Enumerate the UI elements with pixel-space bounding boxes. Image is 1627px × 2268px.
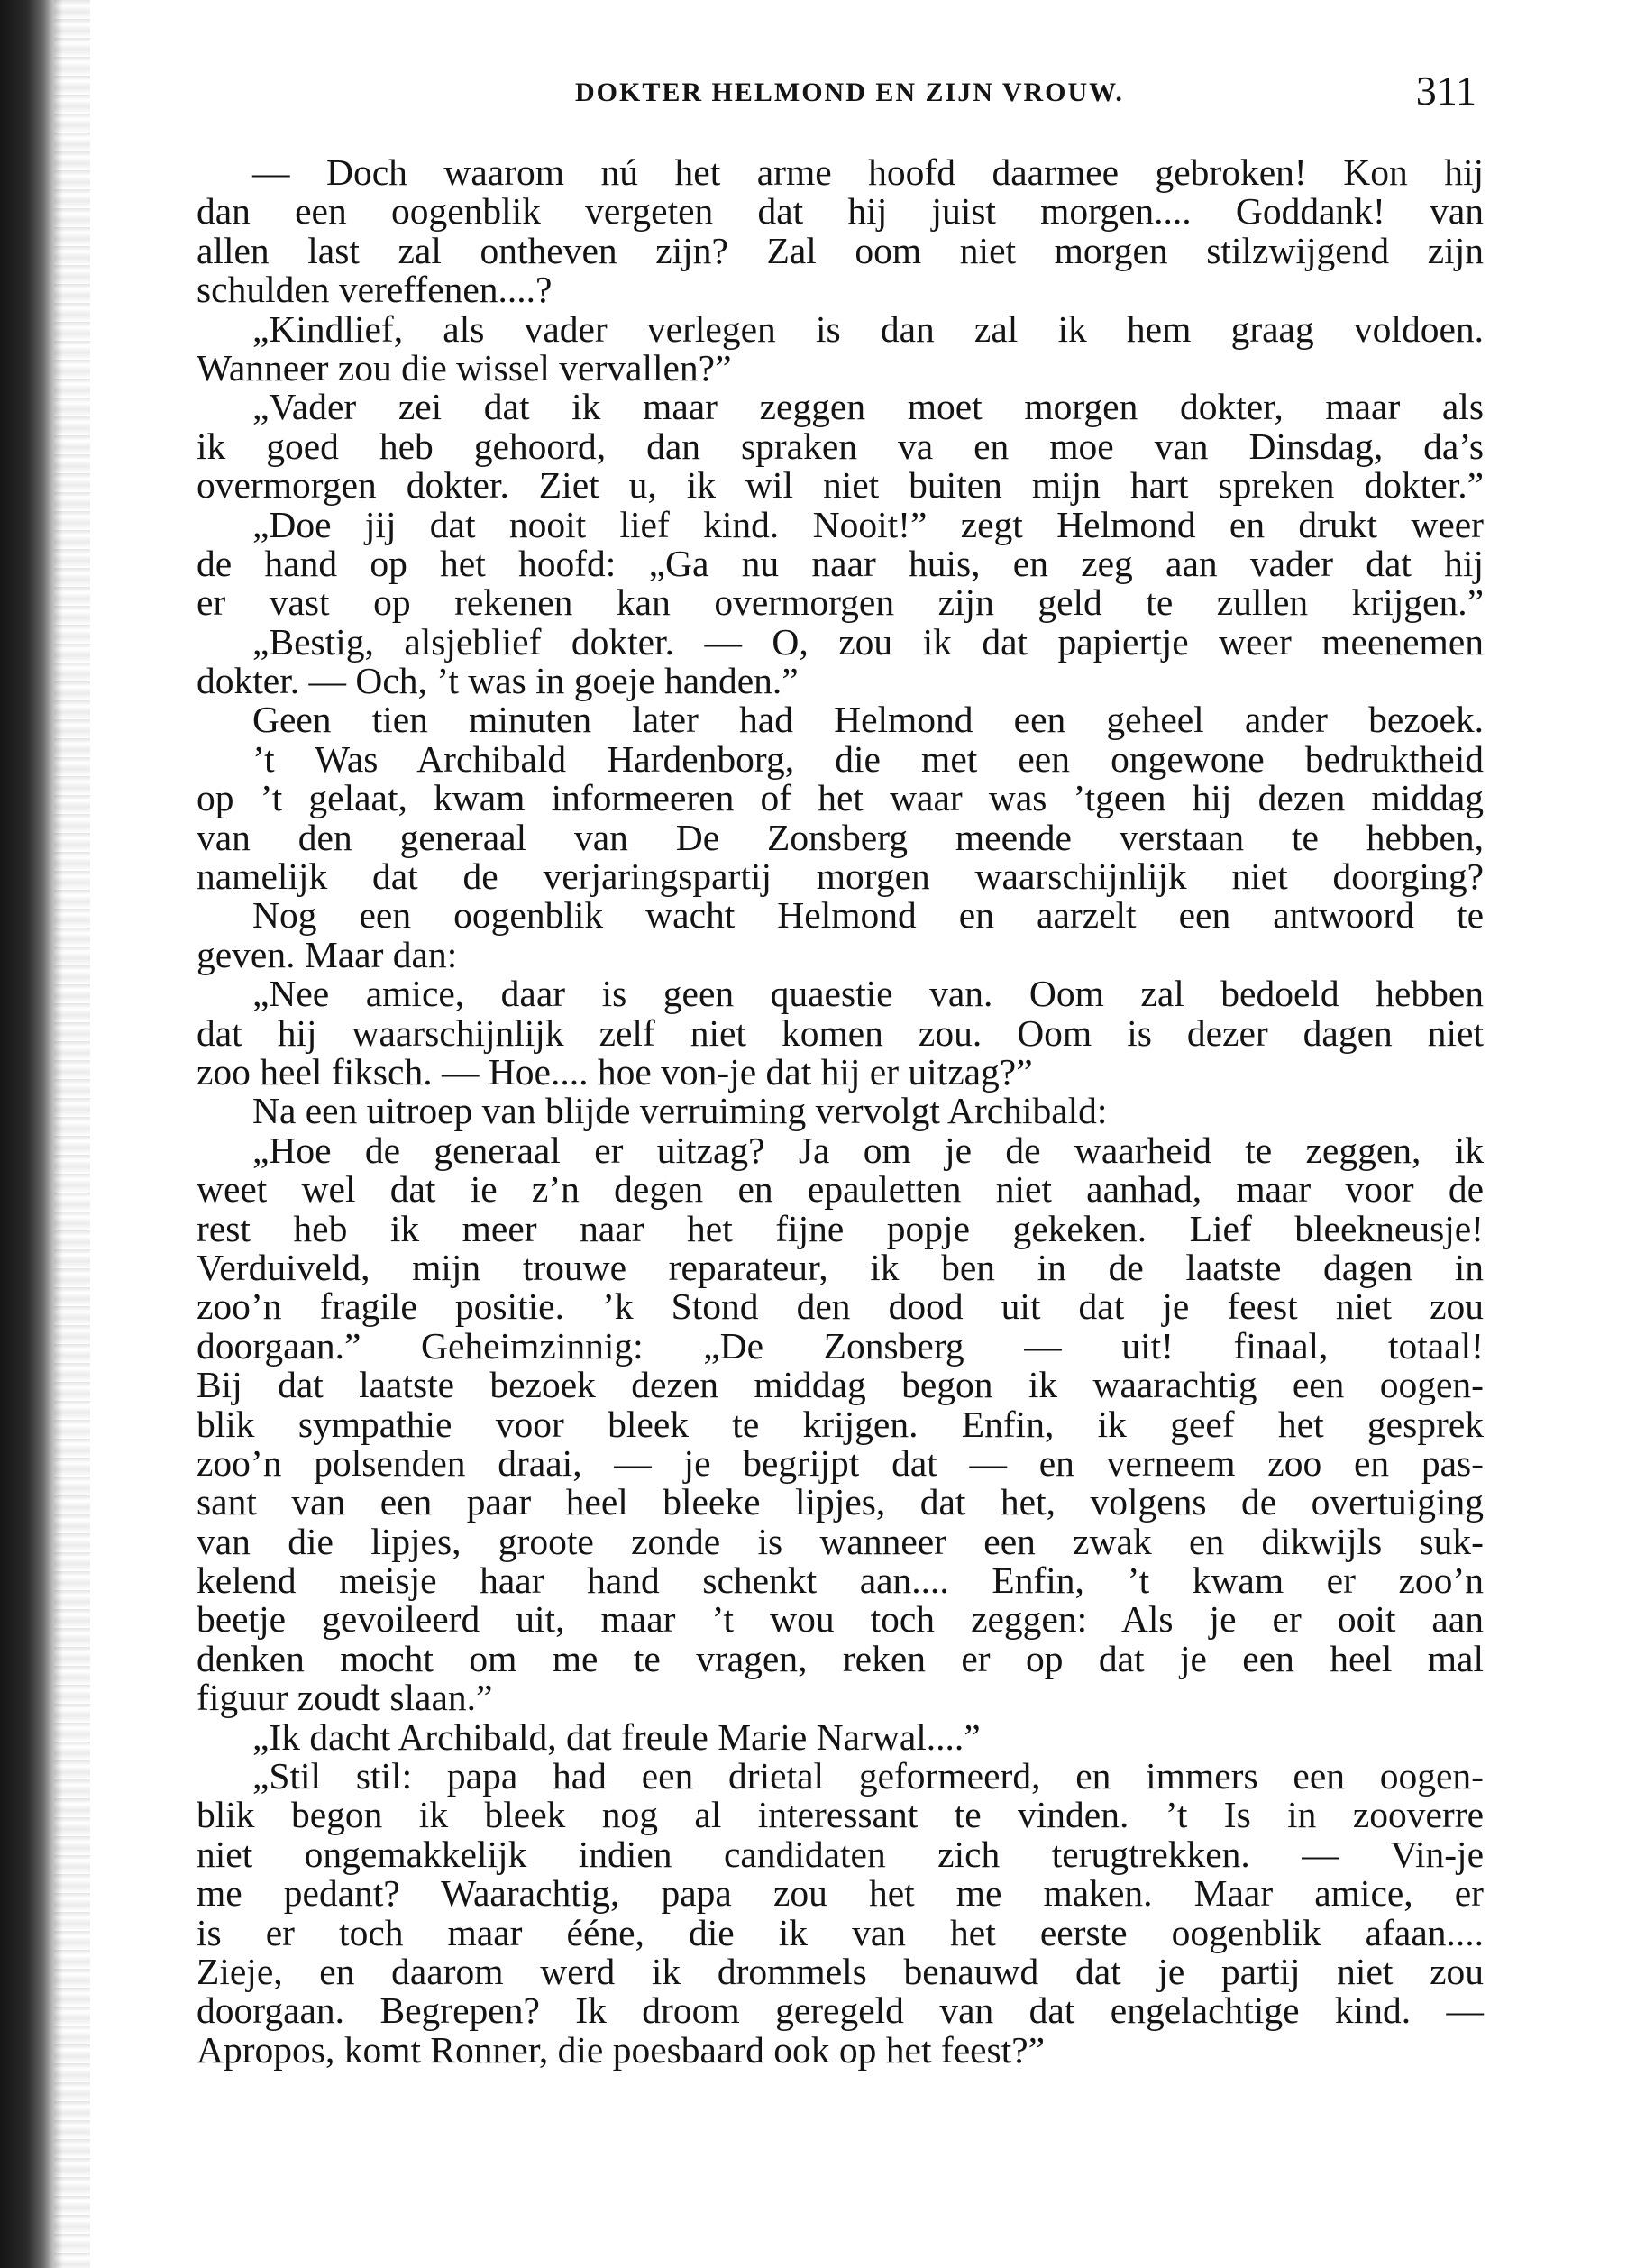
text-line: niet ongemakkelijk indien candidaten zich terugtrekken. — Vin-je	[197, 1833, 1484, 1875]
text-line: Nog een oogenblik wacht Helmond en aarzelt een antwoord te	[252, 894, 1484, 937]
text-line: ’t Was Archibald Hardenborg, die met een ongewone bedruktheid	[252, 737, 1484, 780]
text-line: overmorgen dokter. Ziet u, ik wil niet buiten mijn hart spreken dokter.”	[197, 464, 1484, 507]
running-header	[197, 65, 1476, 119]
text-line: is er toch maar ééne, die ik van het eerste oogenblik afaan....	[197, 1911, 1484, 1953]
text-line: namelijk dat de verjaringspartij morgen waarschijnlijk niet doorging?	[197, 855, 1484, 898]
text-line: „Hoe de generaal er uitzag? Ja om je de waarheid te zeggen, ik	[252, 1129, 1484, 1171]
binding-speckle	[54, 0, 90, 2268]
text-line: „Ik dacht Archibald, dat freule Marie Narwal....”	[252, 1715, 981, 1758]
text-line: Zieje, en daarom werd ik drommels benauwd dat je partij niet zou	[197, 1950, 1484, 1992]
text-line: ik goed heb gehoord, dan spraken va en moe van Dinsdag, da’s	[197, 425, 1484, 467]
text-line: Geen tien minuten later had Helmond een geheel ander bezoek.	[252, 699, 1484, 741]
text-line: schulden vereffenen....?	[197, 269, 553, 311]
text-line: doorgaan.” Geheimzinnig: „De Zonsberg — uit! finaal, totaal!	[197, 1324, 1484, 1367]
page-number: 311	[1415, 68, 1476, 114]
text-line: rest heb ik meer naar het fijne popje gekeken. Lief bleekneusje!	[197, 1207, 1484, 1249]
text-line: weet wel dat ie z’n degen en epauletten niet aanhad, maar voor de	[197, 1168, 1484, 1211]
text-line: „Stil stil: papa had een drietal geformeerd, en immers een oogen-	[252, 1755, 1484, 1797]
text-line: „Kindlief, als vader verlegen is dan zal ik hem graag voldoen.	[252, 307, 1484, 350]
text-line: op ’t gelaat, kwam informeeren of het waar was ’tgeen hij dezen middag	[197, 777, 1484, 819]
text-line: zoo’n polsenden draai, — je begrijpt dat — en verneem zoo en pas-	[197, 1441, 1484, 1484]
text-line: „Nee amice, daar is geen quaestie van. Oom zal bedoeld hebben	[252, 973, 1484, 1015]
text-line: van den generaal van De Zonsberg meende verstaan te hebben,	[197, 816, 1484, 858]
text-line: dan een oogenblik vergeten dat hij juist morgen.... Goddank! van	[197, 190, 1484, 233]
text-line: kelend meisje haar hand schenkt aan.... Enfin, ’t kwam er zoo’n	[197, 1559, 1484, 1602]
text-line: allen last zal ontheven zijn? Zal oom niet morgen stilzwijgend zijn	[197, 229, 1484, 271]
text-line: — Doch waarom nú het arme hoofd daarmee gebroken! Kon hij	[252, 151, 1484, 193]
text-line: dokter. — Och, ’t was in goeje handen.”	[197, 660, 799, 702]
text-line: zoo heel fiksch. — Hoe.... hoe von-je dat hij er uitzag?”	[197, 1050, 1033, 1093]
text-line: Apropos, komt Ronner, die poesbaard ook op het feest?”	[197, 2028, 1046, 2071]
text-line: blik sympathie voor bleek te krijgen. Enfin, ik geef het gesprek	[197, 1403, 1484, 1445]
text-line: figuur zoudt slaan.”	[197, 1677, 493, 1719]
text-line: geven. Maar dan:	[197, 933, 458, 975]
text-line: van die lipjes, groote zonde is wanneer een zwak en dikwijls suk-	[197, 1520, 1484, 1562]
text-line: Na een uitroep van blijde verruiming vervolgt Archibald:	[252, 1090, 1108, 1132]
text-line: dat hij waarschijnlijk zelf niet komen zou. Oom is dezer dagen niet	[197, 1011, 1484, 1054]
text-line: er vast op rekenen kan overmorgen zijn geld te zullen krijgen.”	[197, 581, 1484, 624]
text-line: me pedant? Waarachtig, papa zou het me maken. Maar amice, er	[197, 1872, 1484, 1915]
text-line: Wanneer zou die wissel vervallen?”	[197, 346, 732, 389]
text-line: blik begon ik bleek nog al interessant te vinden. ’t Is in zooverre	[197, 1794, 1484, 1836]
text-line: zoo’n fragile positie. ’k Stond den dood uit dat je feest niet zou	[197, 1285, 1484, 1328]
text-line: denken mocht om me te vragen, reken er op dat je een heel mal	[197, 1637, 1484, 1679]
text-line: „Bestig, alsjeblief dokter. — O, zou ik dat papiertje weer meenemen	[252, 620, 1484, 663]
text-line: de hand op het hoofd: „Ga nu naar huis, en zeg aan vader dat hij	[197, 542, 1484, 584]
body-text	[197, 153, 1484, 2070]
text-line: beetje gevoileerd uit, maar ’t wou toch zeggen: Als je er ooit aan	[197, 1598, 1484, 1641]
text-line: doorgaan. Begrepen? Ik droom geregeld van dat engelachtige kind. —	[197, 1989, 1484, 2032]
text-line: sant van een paar heel bleeke lipjes, dat het, volgens de overtuiging	[197, 1481, 1484, 1523]
text-line: Verduiveld, mijn trouwe reparateur, ik ben in de laatste dagen in	[197, 1246, 1484, 1288]
text-line: „Vader zei dat ik maar zeggen moet morgen dokter, maar als	[252, 386, 1484, 428]
running-title: DOKTER HELMOND EN ZIJN VROUW.	[575, 78, 1124, 107]
text-line: Bij dat laatste bezoek dezen middag begon ik waarachtig een oogen-	[197, 1364, 1484, 1406]
text-line: „Doe jij dat nooit lief kind. Nooit!” zegt Helmond en drukt weer	[252, 503, 1484, 545]
